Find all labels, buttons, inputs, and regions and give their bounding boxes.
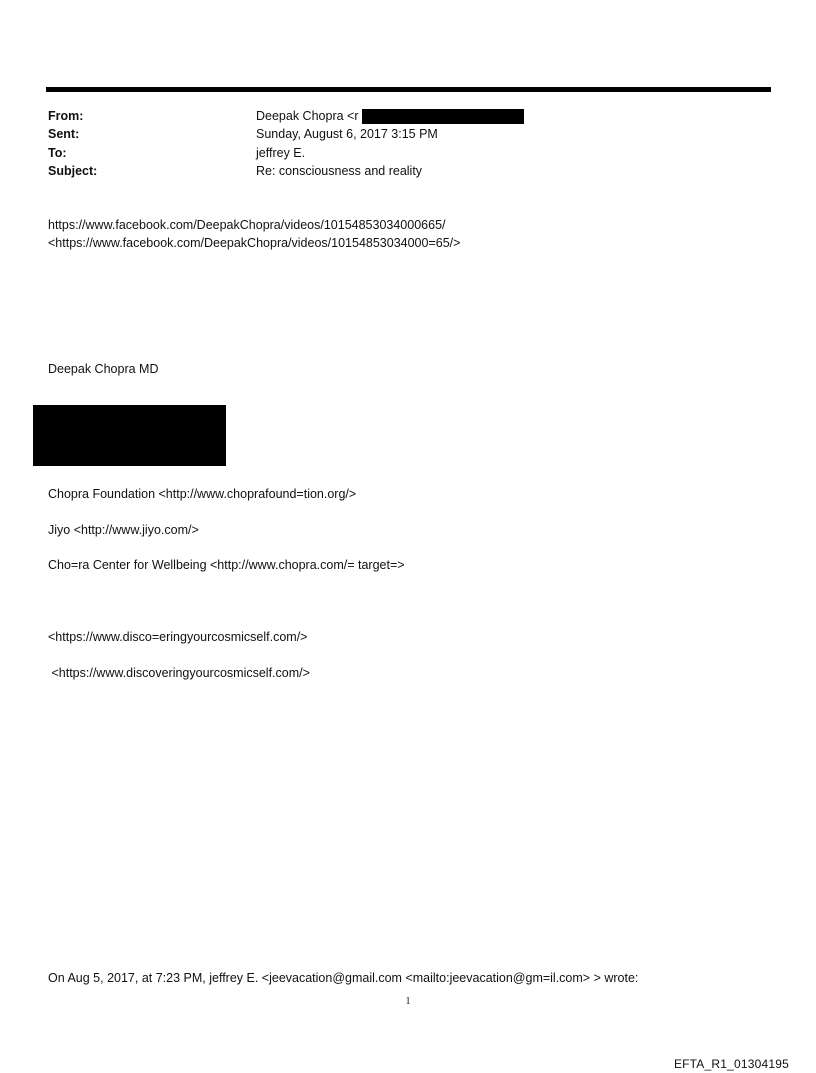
quoted-message-intro: On Aug 5, 2017, at 7:23 PM, jeffrey E. <jeevacation@gmail.com <mailto:jeevacation@gm=il.com> > wrote: <box>48 971 639 985</box>
to-value: jeffrey E. <box>256 146 306 160</box>
sent-value: Sunday, August 6, 2017 3:15 PM <box>256 127 438 141</box>
header-divider <box>46 87 771 92</box>
wellbeing-center-link[interactable]: Cho=ra Center for Wellbeing <http://www.chopra.com/= target=> <box>48 558 405 572</box>
foundation-link[interactable]: Chopra Foundation <http://www.choprafound=tion.org/> <box>48 487 357 501</box>
cosmic-self-link-alt[interactable]: <https://www.discoveringyourcosmicself.com/> <box>48 666 310 680</box>
sent-label: Sent: <box>48 127 80 141</box>
to-label: To: <box>48 146 67 160</box>
subject-label: Subject: <box>48 164 98 178</box>
facebook-video-link-alt[interactable]: <https://www.facebook.com/DeepakChopra/videos/10154853034000=65/> <box>48 236 461 250</box>
cosmic-self-link[interactable]: <https://www.disco=eringyourcosmicself.com/> <box>48 630 308 644</box>
subject-value: Re: consciousness and reality <box>256 164 423 178</box>
redaction-block <box>33 405 226 466</box>
page-number: 1 <box>405 996 411 1007</box>
redaction-email-address <box>362 109 524 124</box>
jiyo-link[interactable]: Jiyo <http://www.jiyo.com/> <box>48 523 199 537</box>
facebook-video-link[interactable]: https://www.facebook.com/DeepakChopra/videos/10154853034000665/ <box>48 218 446 232</box>
from-value: Deepak Chopra <r <box>256 109 359 123</box>
from-label: From: <box>48 109 84 123</box>
bates-number: EFTA_R1_01304195 <box>673 1057 789 1071</box>
signature-name: Deepak Chopra MD <box>48 362 159 376</box>
